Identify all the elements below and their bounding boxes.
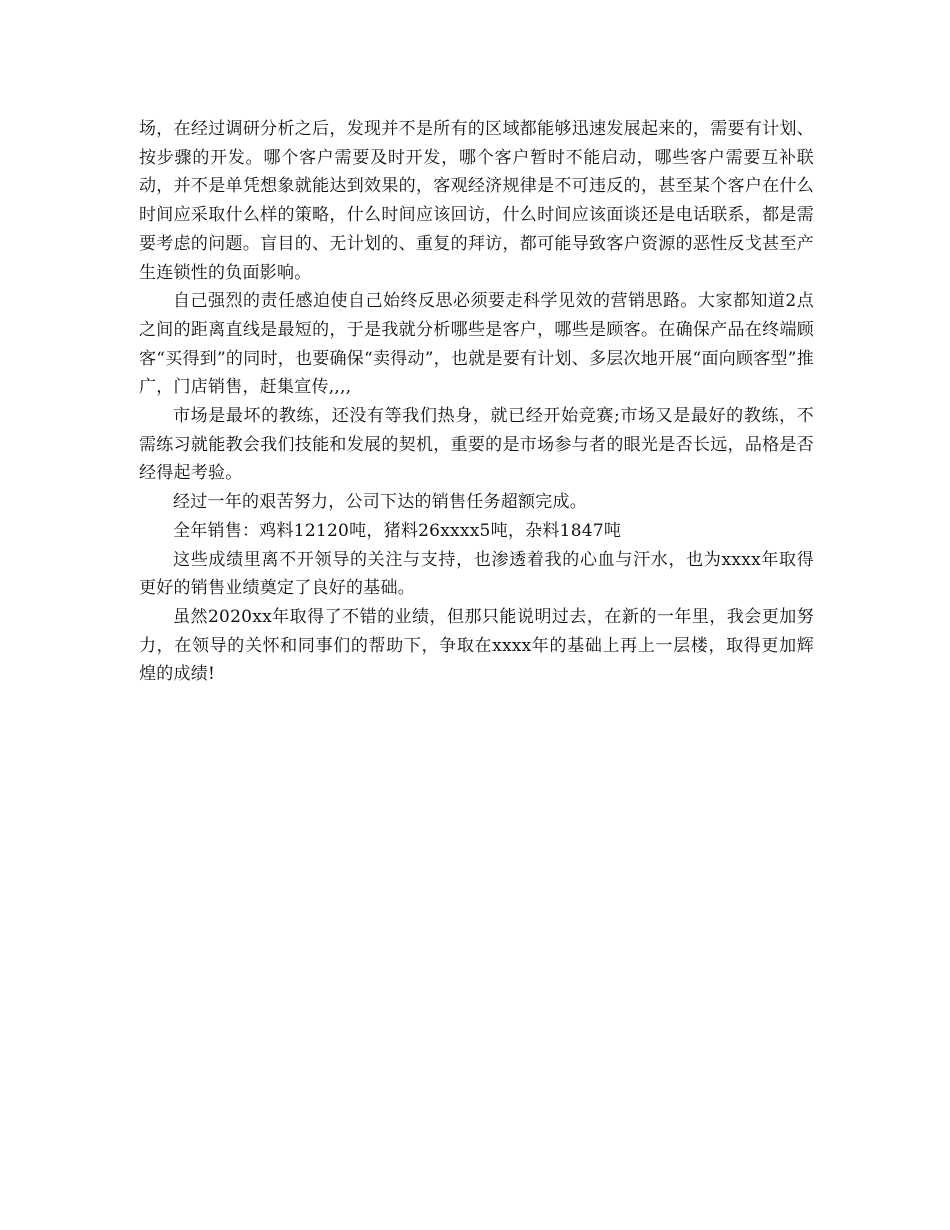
paragraph-achievements: 这些成绩里离不开领导的关注与支持，也渗透着我的心血与汗水，也为xxxx年取得更好的销售业绩奠定了良好的基础。 <box>139 549 814 599</box>
document-body <box>139 115 814 689</box>
paragraph-market-coach: 市场是最坏的教练，还没有等我们热身，就已经开始竞赛;市场又是最好的教练，不需练习就能教会我们技能和发展的契机，重要的是市场参与者的眼光是否长远，品格是否经得起考验。 <box>139 406 814 484</box>
paragraph-task-completed: 经过一年的艰苦努力，公司下达的销售任务超额完成。 <box>173 492 587 513</box>
paragraph-marketing-approach: 自己强烈的责任感迫使自己始终反思必须要走科学见效的营销思路。大家都知道2点之间的距离直线是最短的，于是我就分析哪些是客户，哪些是顾客。在确保产品在终端顾客“买得到”的同时，也要确保“卖得动”，也就是要有计划、多层次地开展“面向顾客型”推广，门店销售，赶集宣传,,,, <box>139 291 814 398</box>
paragraph-future-goals: 虽然2020xx年取得了不错的业绩，但那只能说明过去，在新的一年里，我会更加努力，在领导的关怀和同事们的帮助下，争取在xxxx年的基础上再上一层楼，取得更加辉煌的成绩! <box>139 606 814 685</box>
paragraph-continuation: 场，在经过调研分析之后，发现并不是所有的区域都能够迅速发展起来的，需要有计划、按步骤的开发。哪个客户需要及时开发，哪个客户暂时不能启动，哪些客户需要互补联动，并不是单凭想象就能达到效果的，客观经济规律是不可违反的，甚至某个客户在什么时间应采取什么样的策略，什么时间应该回访，什么时间应该面谈还是电话联系，都是需要考虑的问题。盲目的、无计划的、重复的拜访，都可能导致客户资源的恶性反戈甚至产生连锁性的负面影响。 <box>139 119 814 283</box>
paragraph-annual-sales: 全年销售：鸡料12120吨，猪料26xxxx5吨，杂料1847吨 <box>173 520 622 541</box>
